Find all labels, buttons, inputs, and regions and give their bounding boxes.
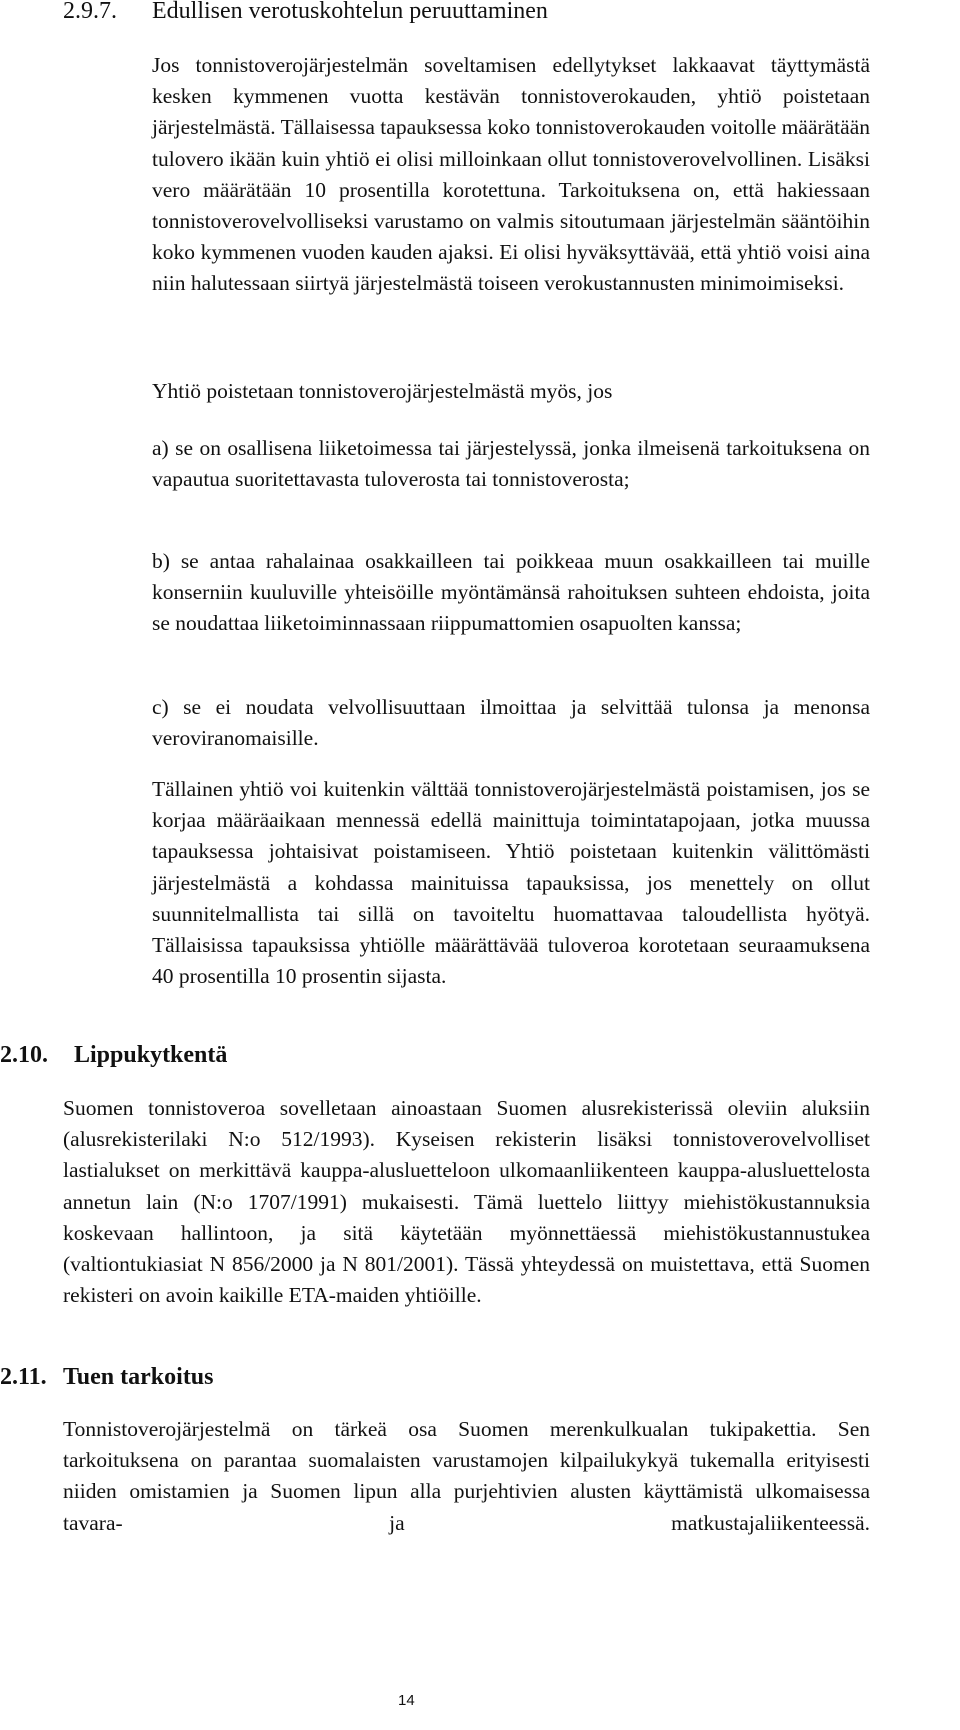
section-title: Tuen tarkoitus [63,1364,214,1390]
list-item-c: c) se ei noudata velvollisuuttaan ilmoittaa ja selvittää tulonsa ja menonsa veroviranomaisille. [152,695,870,751]
paragraph: Jos tonnistoverojärjestelmän soveltamisen edellytykset lakkaavat täyttymästä kesken kymmenen vuotta kestävän tonnistoverokauden, yhtiö poistetaan järjestelmästä. Tällaisessa tapauksessa koko tonnistoverokauden voitolle määrätään tulovero ikään kuin yhtiö ei olisi milloinkaan ollut tonnistoverovelvollinen. Lisäksi vero määrätään 10 prosentilla korotettuna. Tarkoituksena on, että hakiessaan tonnistoverovelvolliseksi varustamo on valmis sitoutumaan järjestelmän sääntöihin koko kymmenen vuoden kauden ajaksi. Ei olisi hyväksyttävää, että yhtiö voisi aina niin halutessaan siirtyä järjestelmästä toiseen verokustannusten minimoimiseksi. [152,53,870,296]
list-item-b: b) se antaa rahalainaa osakkailleen tai poikkeaa muun osakkailleen tai muille konserniin kuuluville yhteisöille myöntämänsä rahoituksen suhteen ehdoista, joita se noudattaa liiketoiminnassaan riippumattomien osapuolten kanssa; [152,549,870,636]
section-heading-2-11 [0,1362,214,1392]
paragraph: Tonnistoverojärjestelmä on tärkeä osa Suomen merenkulkualan tukipakettia. Sen tarkoituksena on parantaa suomalaisten varustamojen kilpailukykyä tukemalla erityisesti niiden omistamien ja Suomen lipun alla purjehtivien alusten käyttämistä ulkomaisessa tavara- ja matkustajaliikenteessä. [63,1417,870,1535]
section-number: 2.9.7. [63,0,117,24]
section-title: Lippukytkentä [74,1042,228,1068]
paragraph: Yhtiö poistetaan tonnistoverojärjestelmästä myös, jos [152,379,613,403]
section-number: 2.10. [0,1042,48,1068]
page-number: 14 [398,1692,415,1709]
section-title: Edullisen verotuskohtelun peruuttaminen [152,0,548,24]
list-item-a: a) se on osallisena liiketoimessa tai järjestelyssä, jonka ilmeisenä tarkoituksena on vapautua suoritettavasta tuloverosta tai tonnistoverosta; [152,436,870,492]
paragraph: Suomen tonnistoveroa sovelletaan ainoastaan Suomen alusrekisterissä oleviin aluksiin (alusrekisterilaki N:o 512/1993). Kyseisen rekisterin lisäksi tonnistoverovelvolliset lastialukset on merkittävä kauppa-alusluetteloon ulkomaanliikenteen kauppa-alusluettelosta annetun lain (N:o 1707/1991) mukaisesti. Tämä luettelo liittyy miehistökustannuksia koskevaan hallintoon, ja sitä käytetään myönnettäessä miehistökustannustukea (valtiontukiasiat N 856/2000 ja N 801/2001). Tässä yhteydessä on muistettava, että Suomen rekisteri on avoin kaikille ETA-maiden yhtiöille. [63,1096,870,1308]
section-heading-2-10 [0,1040,227,1070]
section-heading-2-9-7 [63,0,548,26]
section-number: 2.11. [0,1364,47,1390]
paragraph: Tällainen yhtiö voi kuitenkin välttää tonnistoverojärjestelmästä poistamisen, jos se korjaa määräaikaan mennessä edellä mainittuja toimintatapojaan, jotka muussa tapauksessa johtaisivat poistamiseen. Yhtiö poistetaan kuitenkin välittömästi järjestelmästä a kohdassa mainituissa tapauksissa, jos menettely on ollut suunnitelmallista tai sillä on tavoiteltu huomattavaa taloudellista hyötyä. Tällaisissa tapauksissa yhtiölle määrättävää tuloveroa korotetaan seuraamuksena 40 prosentilla 10 prosentin sijasta. [152,777,870,989]
